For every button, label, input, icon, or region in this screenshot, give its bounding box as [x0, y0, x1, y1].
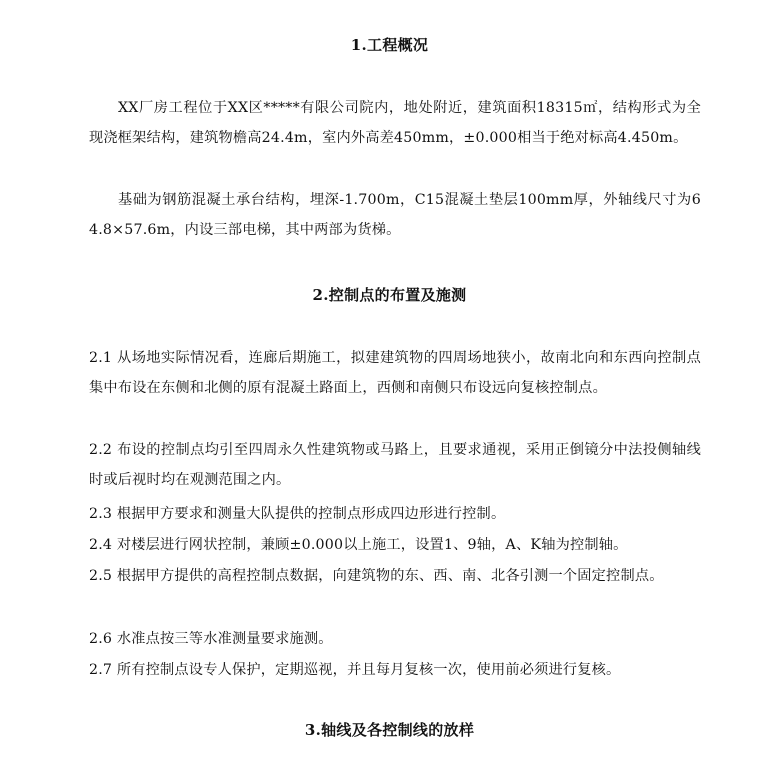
paragraph-2-7: 2.7 所有控制点设专人保护，定期巡视，并且每月复核一次，使用前必须进行复核。 [89, 662, 621, 678]
paragraph-foundation: 基础为钢筋混凝土承台结构，埋深-1.700m，C15混凝土垫层100mm厚，外轴线尺寸为64.8×57.6m，内设三部电梯，其中两部为货梯。 [89, 192, 701, 238]
paragraph-2-6: 2.6 水准点按三等水准测量要求施测。 [89, 631, 333, 647]
section-heading-2: 2.控制点的布置及施测 [312, 286, 467, 304]
paragraph-2-2: 2.2 布设的控制点均引至四周永久性建筑物或马路上，且要求通视，采用正倒镜分中法投侧轴线时或后视时均在观测范围之内。 [89, 442, 701, 488]
section-heading-1: 1.工程概况 [350, 36, 429, 54]
paragraph-2-5: 2.5 根据甲方提供的高程控制点数据，向建筑物的东、西、南、北各引测一个固定控制点。 [89, 568, 664, 584]
paragraph-2-4: 2.4 对楼层进行网状控制，兼顾±0.000以上施工，设置1、9轴，A、K轴为控制轴。 [89, 537, 628, 553]
section-heading-3: 3.轴线及各控制线的放样 [304, 721, 475, 739]
paragraph-project-overview: XX厂房工程位于XX区*****有限公司院内，地处附近，建筑面积18315㎡，结构形式为全现浇框架结构，建筑物檐高24.4m，室内外高差450mm，±0.000相当于绝对标高4.450m。 [89, 100, 701, 146]
paragraph-2-3: 2.3 根据甲方要求和测量大队提供的控制点形成四边形进行控制。 [89, 506, 506, 522]
paragraph-2-1: 2.1 从场地实际情况看，连廊后期施工，拟建建筑物的四周场地狭小，故南北向和东西向控制点集中布设在东侧和北侧的原有混凝土路面上，西侧和南侧只布设远向复核控制点。 [89, 350, 701, 396]
